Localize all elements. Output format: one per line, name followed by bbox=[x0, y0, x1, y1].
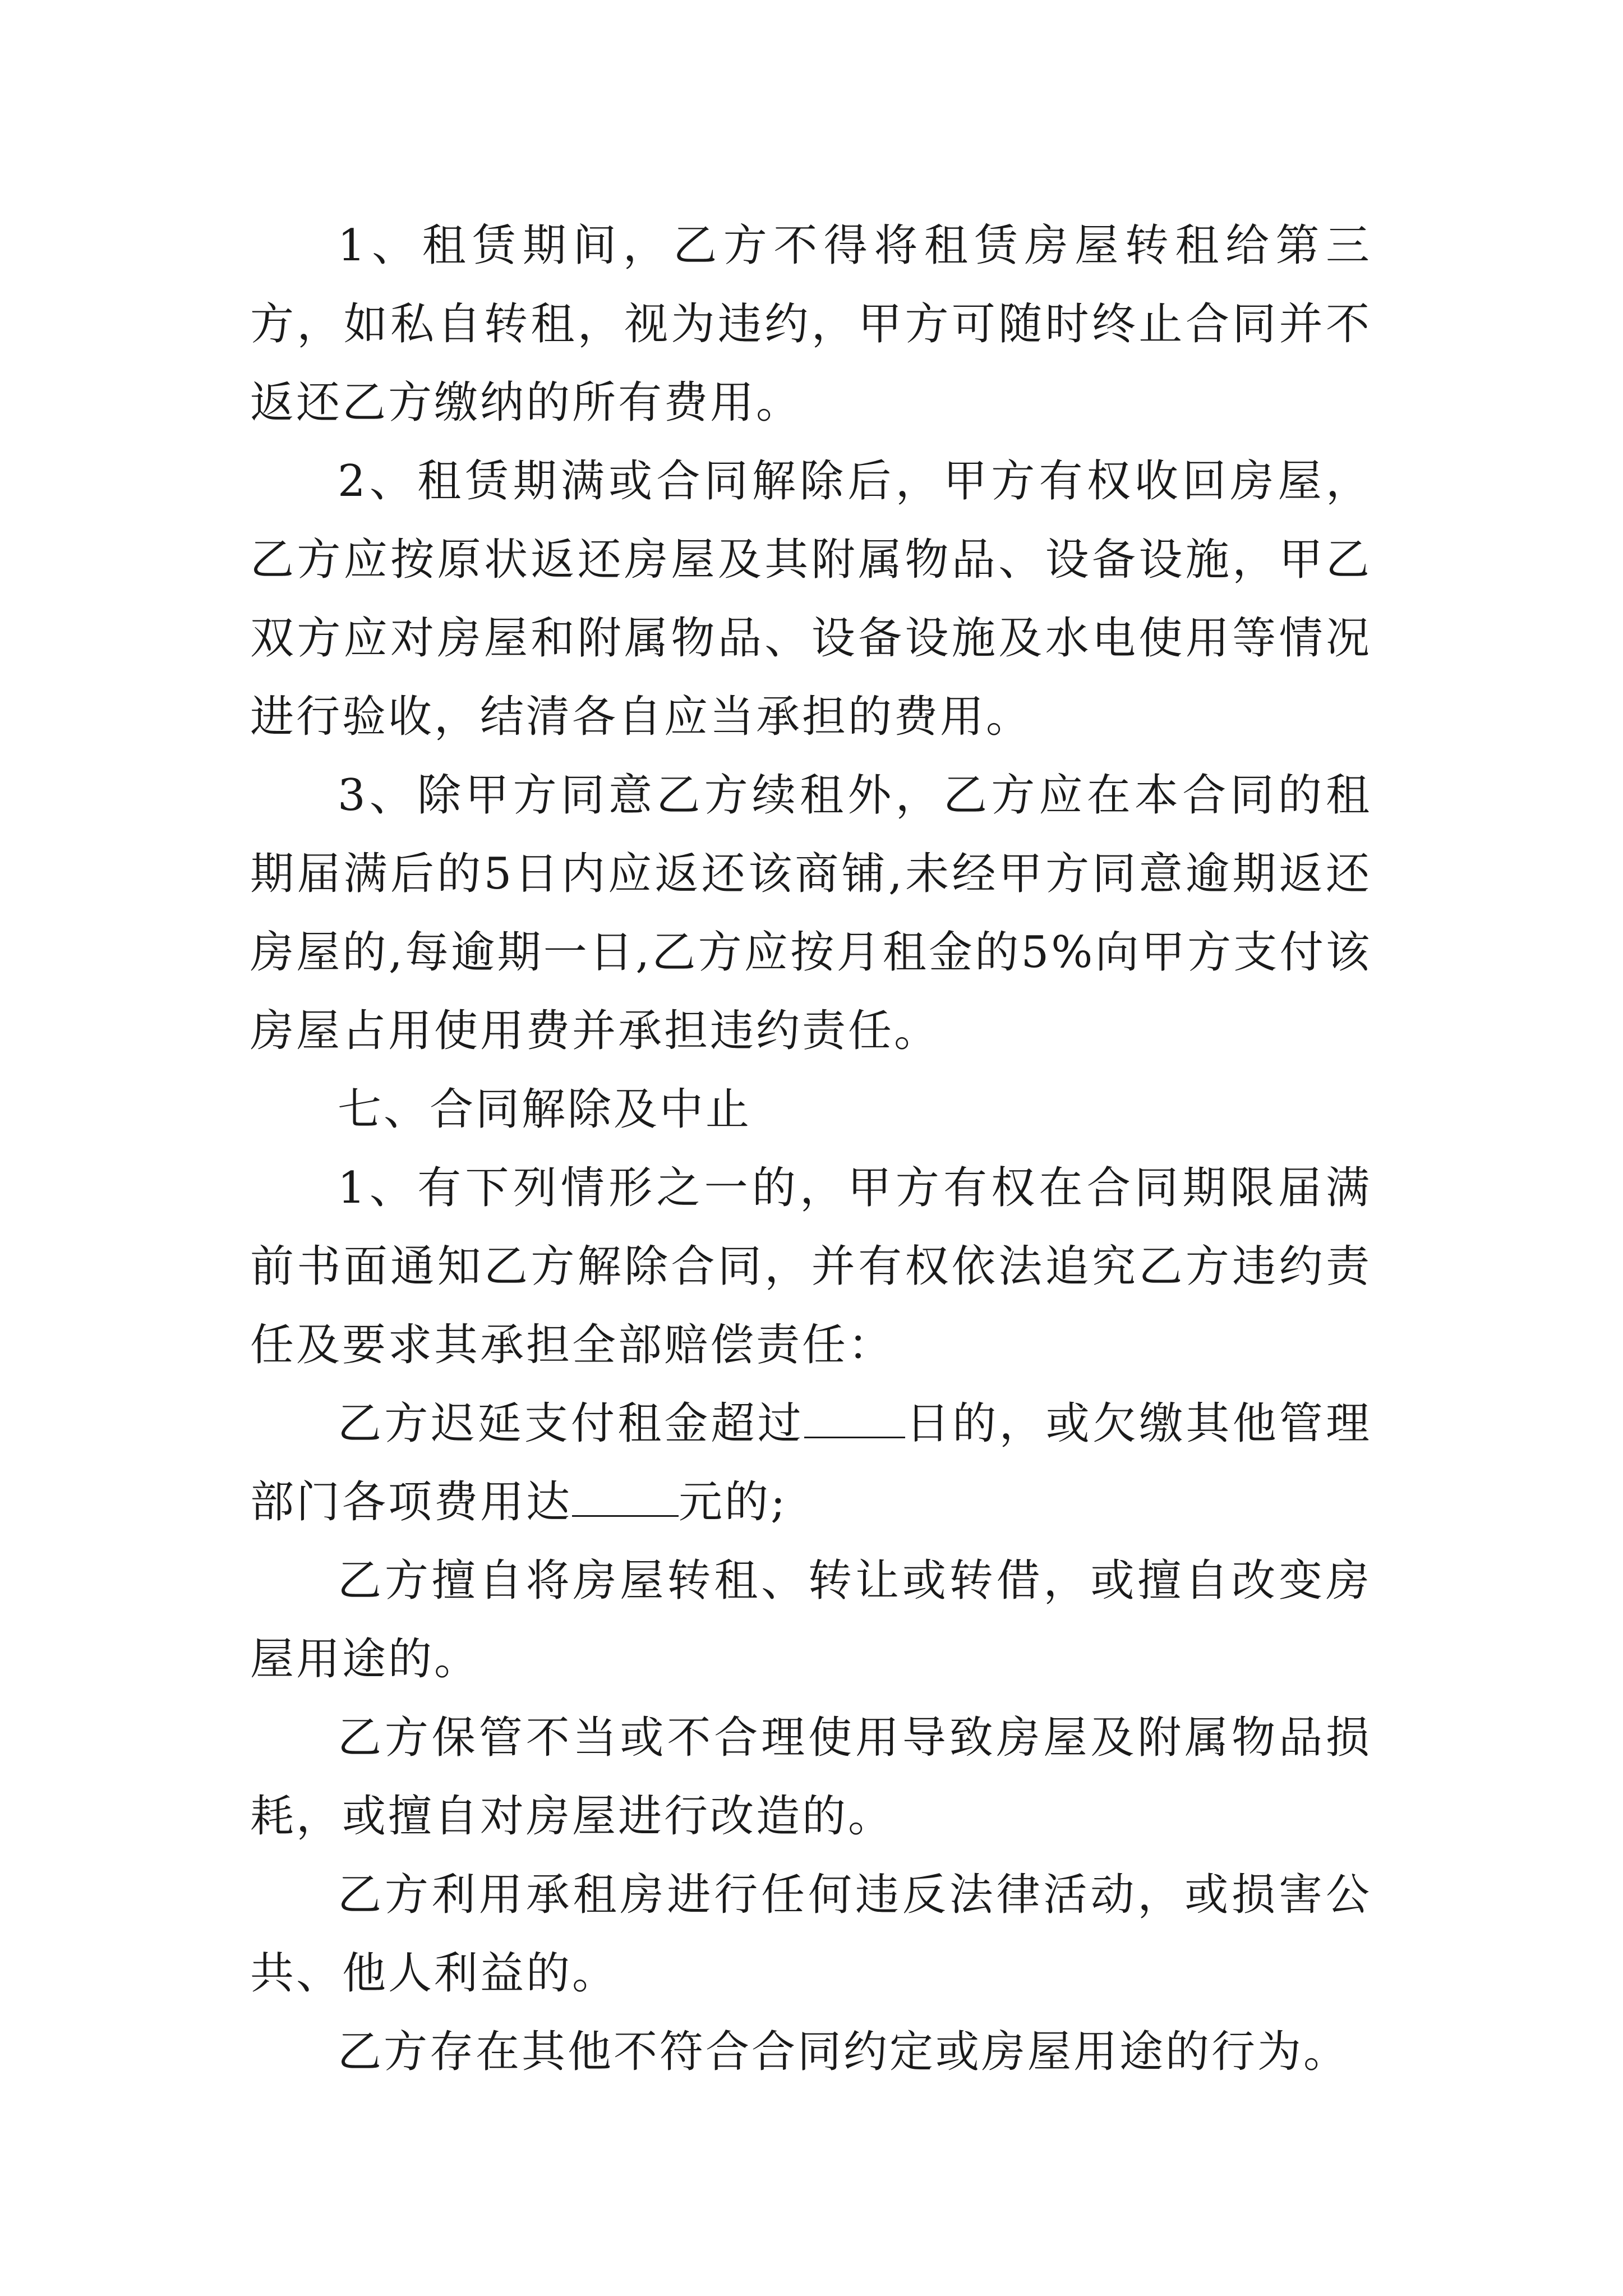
clause-paragraph: 乙方擅自将房屋转租、转让或转借，或擅自改变房屋用途的。 bbox=[250, 1556, 1372, 1685]
clause-paragraph: 1、有下列情形之一的，甲方有权在合同期限届满前书面通知乙方解除合同，并有权依法追究乙方违约责任及要求其承担全部赔偿责任： bbox=[250, 1163, 1372, 1370]
clause-text: 元的; bbox=[679, 1477, 788, 1527]
section-heading: 七、合同解除及中止 bbox=[338, 1084, 752, 1135]
clause-paragraph: 2、租赁期满或合同解除后，甲方有权收回房屋，乙方应按原状返还房屋及其附属物品、设备设施，甲乙双方应对房屋和附属物品、设备设施及水电使用等情况进行验收，结清各自应当承担的费用。 bbox=[250, 456, 1372, 742]
clause-paragraph: 乙方利用承租房进行任何违反法律活动，或损害公共、他人利益的。 bbox=[250, 1870, 1372, 1999]
clause-paragraph: 乙方存在其他不符合合同约定或房屋用途的行为。 bbox=[338, 2027, 1350, 2077]
document-body bbox=[250, 206, 1372, 2091]
fill-in-blank bbox=[804, 1395, 905, 1438]
clause-text: 日的，或欠缴其他管理部门各项费用达 bbox=[250, 1398, 1372, 1527]
clause-paragraph: 1、租赁期间，乙方不得将租赁房屋转租给第三方，如私自转租，视为违约，甲方可随时终止合同并不返还乙方缴纳的所有费用。 bbox=[250, 220, 1372, 428]
clause-text: 乙方迟延支付租金超过 bbox=[338, 1398, 804, 1449]
blank-clause-paragraph bbox=[250, 1384, 1372, 1542]
clause-paragraph: 乙方保管不当或不合理使用导致房屋及附属物品损耗，或擅自对房屋进行改造的。 bbox=[250, 1713, 1372, 1842]
clause-paragraph: 3、除甲方同意乙方续租外，乙方应在本合同的租期届满后的5日内应返还该商铺,未经甲方同意逾期返还房屋的,每逾期一日,乙方应按月租金的5%向甲方支付该房屋占用使用费并承担违约责任。 bbox=[250, 770, 1372, 1056]
fill-in-blank bbox=[572, 1474, 679, 1517]
